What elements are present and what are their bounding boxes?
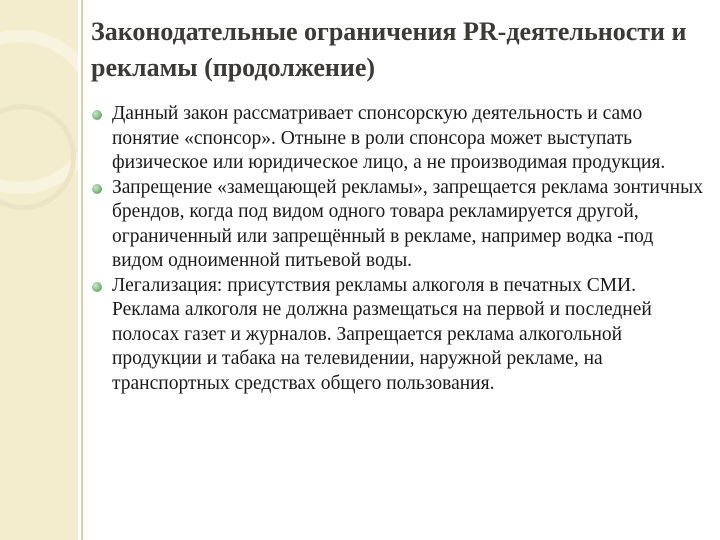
bullet-list [92,102,704,396]
list-item-text: Данный закон рассматривает спонсорскую деятельность и само понятие «спонсор». Отныне в роли спонсора может выступать физическое или юридическое лицо, а не производимая продукция. [112,103,666,173]
side-divider [81,0,83,540]
list-item-text: Легализация: присутствия рекламы алкоголя в печатных СМИ. Реклама алкоголя не должна размещаться на первой и последней полосах газет и журналов. Запрещается реклама алкогольной продукции и табака на телевидении, наружной рекламе, на транспортных средствах общего пользования. [112,274,652,394]
list-item-text: Запрещение «замещающей рекламы», запрещается реклама зонтичных брендов, когда под видом одного товара рекламируется другой, ограниченный или запрещённый в рекламе, например водка -под видом одноименной питьевой воды. [112,176,703,271]
decorative-side-panel [0,0,78,540]
bullet-dot-icon [92,184,102,194]
list-item [92,176,704,274]
list-item [92,274,704,397]
bullet-dot-icon [92,282,102,292]
bullet-dot-icon [92,110,102,120]
slide-title: Законодательные ограничения PR-деятельности и рекламы (продолжение) [91,17,687,82]
list-item [92,102,704,176]
